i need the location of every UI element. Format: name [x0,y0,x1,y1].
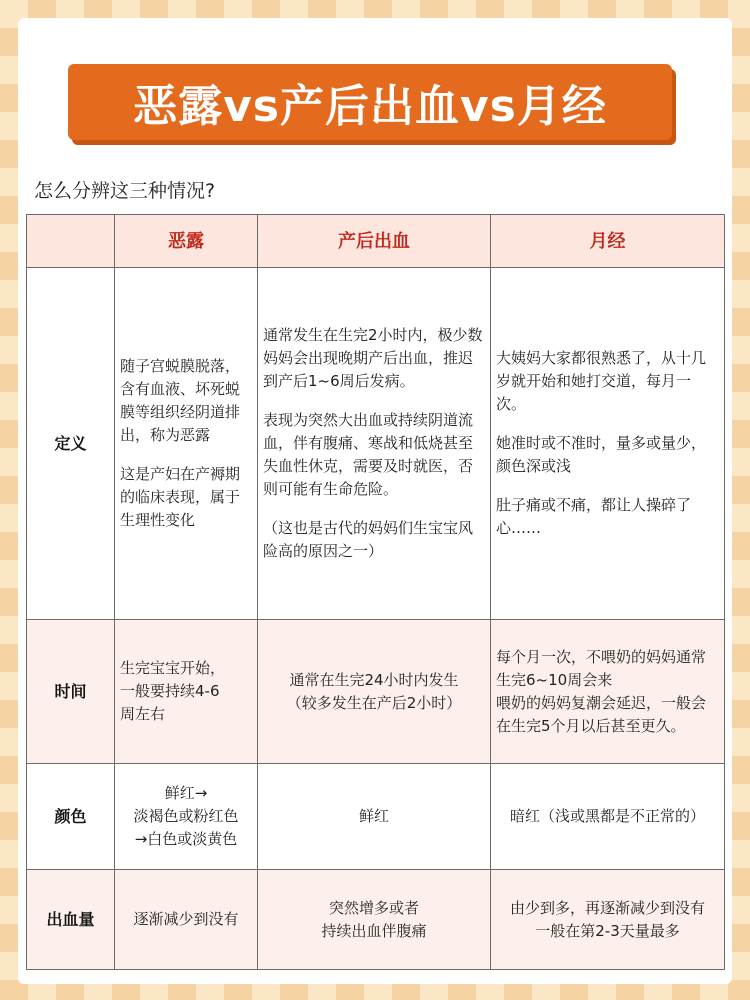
table-row-time [27,620,725,764]
amount-lochia-cell: 逐渐减少到没有 [115,870,258,970]
color-lochia-cell: 鲜红→ 淡褐色或粉红色 →白色或淡黄色 [115,764,258,870]
definition-menses-cell [491,268,725,620]
table-row-color [27,764,725,870]
definition-lochia-text: 随子宫蜕膜脱落，含有血液、坏死蜕膜等组织经阴道排出，称为恶露 [120,357,241,444]
definition-menses-text: 大姨妈大家都很熟悉了，从十几岁就开始和她打交道，每月一次。 [496,349,707,413]
page-title: 恶露vs产后出血vs月经 [133,81,607,132]
time-lochia-cell: 生完宝宝开始， 一般要持续4-6 周左右 [115,620,258,764]
row-label-color: 颜色 [27,764,115,870]
intro-question: 怎么分辨这三种情况? [34,180,216,202]
color-menses-cell: 暗红（浅或黑都是不正常的） [491,764,725,870]
title-banner [68,64,672,140]
table-row-bleeding-amount [27,870,725,970]
amount-menses-cell: 由少到多，再逐渐减少到没有 一般在第2-3天量最多 [491,870,725,970]
time-pph-cell: 通常在生完24小时内发生 （较多发生在产后2小时） [258,620,491,764]
content-card [18,18,732,984]
definition-menses-text: 她准时或不准时，量多或量少，颜色深或浅 [496,434,707,475]
color-pph-cell: 鲜红 [258,764,491,870]
table-row-definition [27,268,725,620]
time-menses-cell: 每个月一次，不喂奶的妈妈通常生完6~10周会来 喂奶的妈妈复潮会延迟，一般会在生完5个月以后甚至更久。 [491,620,725,764]
definition-lochia-text: 这是产妇在产褥期的临床表现，属于生理性变化 [120,465,241,529]
definition-pph-text: 通常发生在生完2小时内，极少数妈妈会出现晚期产后出血，推迟到产后1~6周后发病。 [263,326,483,390]
definition-lochia-cell [115,268,258,620]
header-menstruation: 月经 [491,215,725,268]
definition-pph-cell [258,268,491,620]
amount-pph-cell: 突然增多或者 持续出血伴腹痛 [258,870,491,970]
header-postpartum-hemorrhage: 产后出血 [258,215,491,268]
header-lochia: 恶露 [115,215,258,268]
definition-menses-text: 肚子痛或不痛，都让人操碎了心…… [496,496,692,537]
table-header-row [27,215,725,268]
row-label-bleeding-amount: 出血量 [27,870,115,970]
row-label-time: 时间 [27,620,115,764]
header-corner [27,215,115,268]
definition-pph-text: 表现为突然大出血或持续阴道流血，伴有腹痛、寒战和低烧甚至失血性休克，需要及时就医，否则可能有生命危险。 [263,411,474,498]
row-label-definition: 定义 [27,268,115,620]
comparison-table [26,214,725,970]
definition-pph-text: （这也是古代的妈妈们生宝宝风险高的原因之一） [263,519,474,560]
